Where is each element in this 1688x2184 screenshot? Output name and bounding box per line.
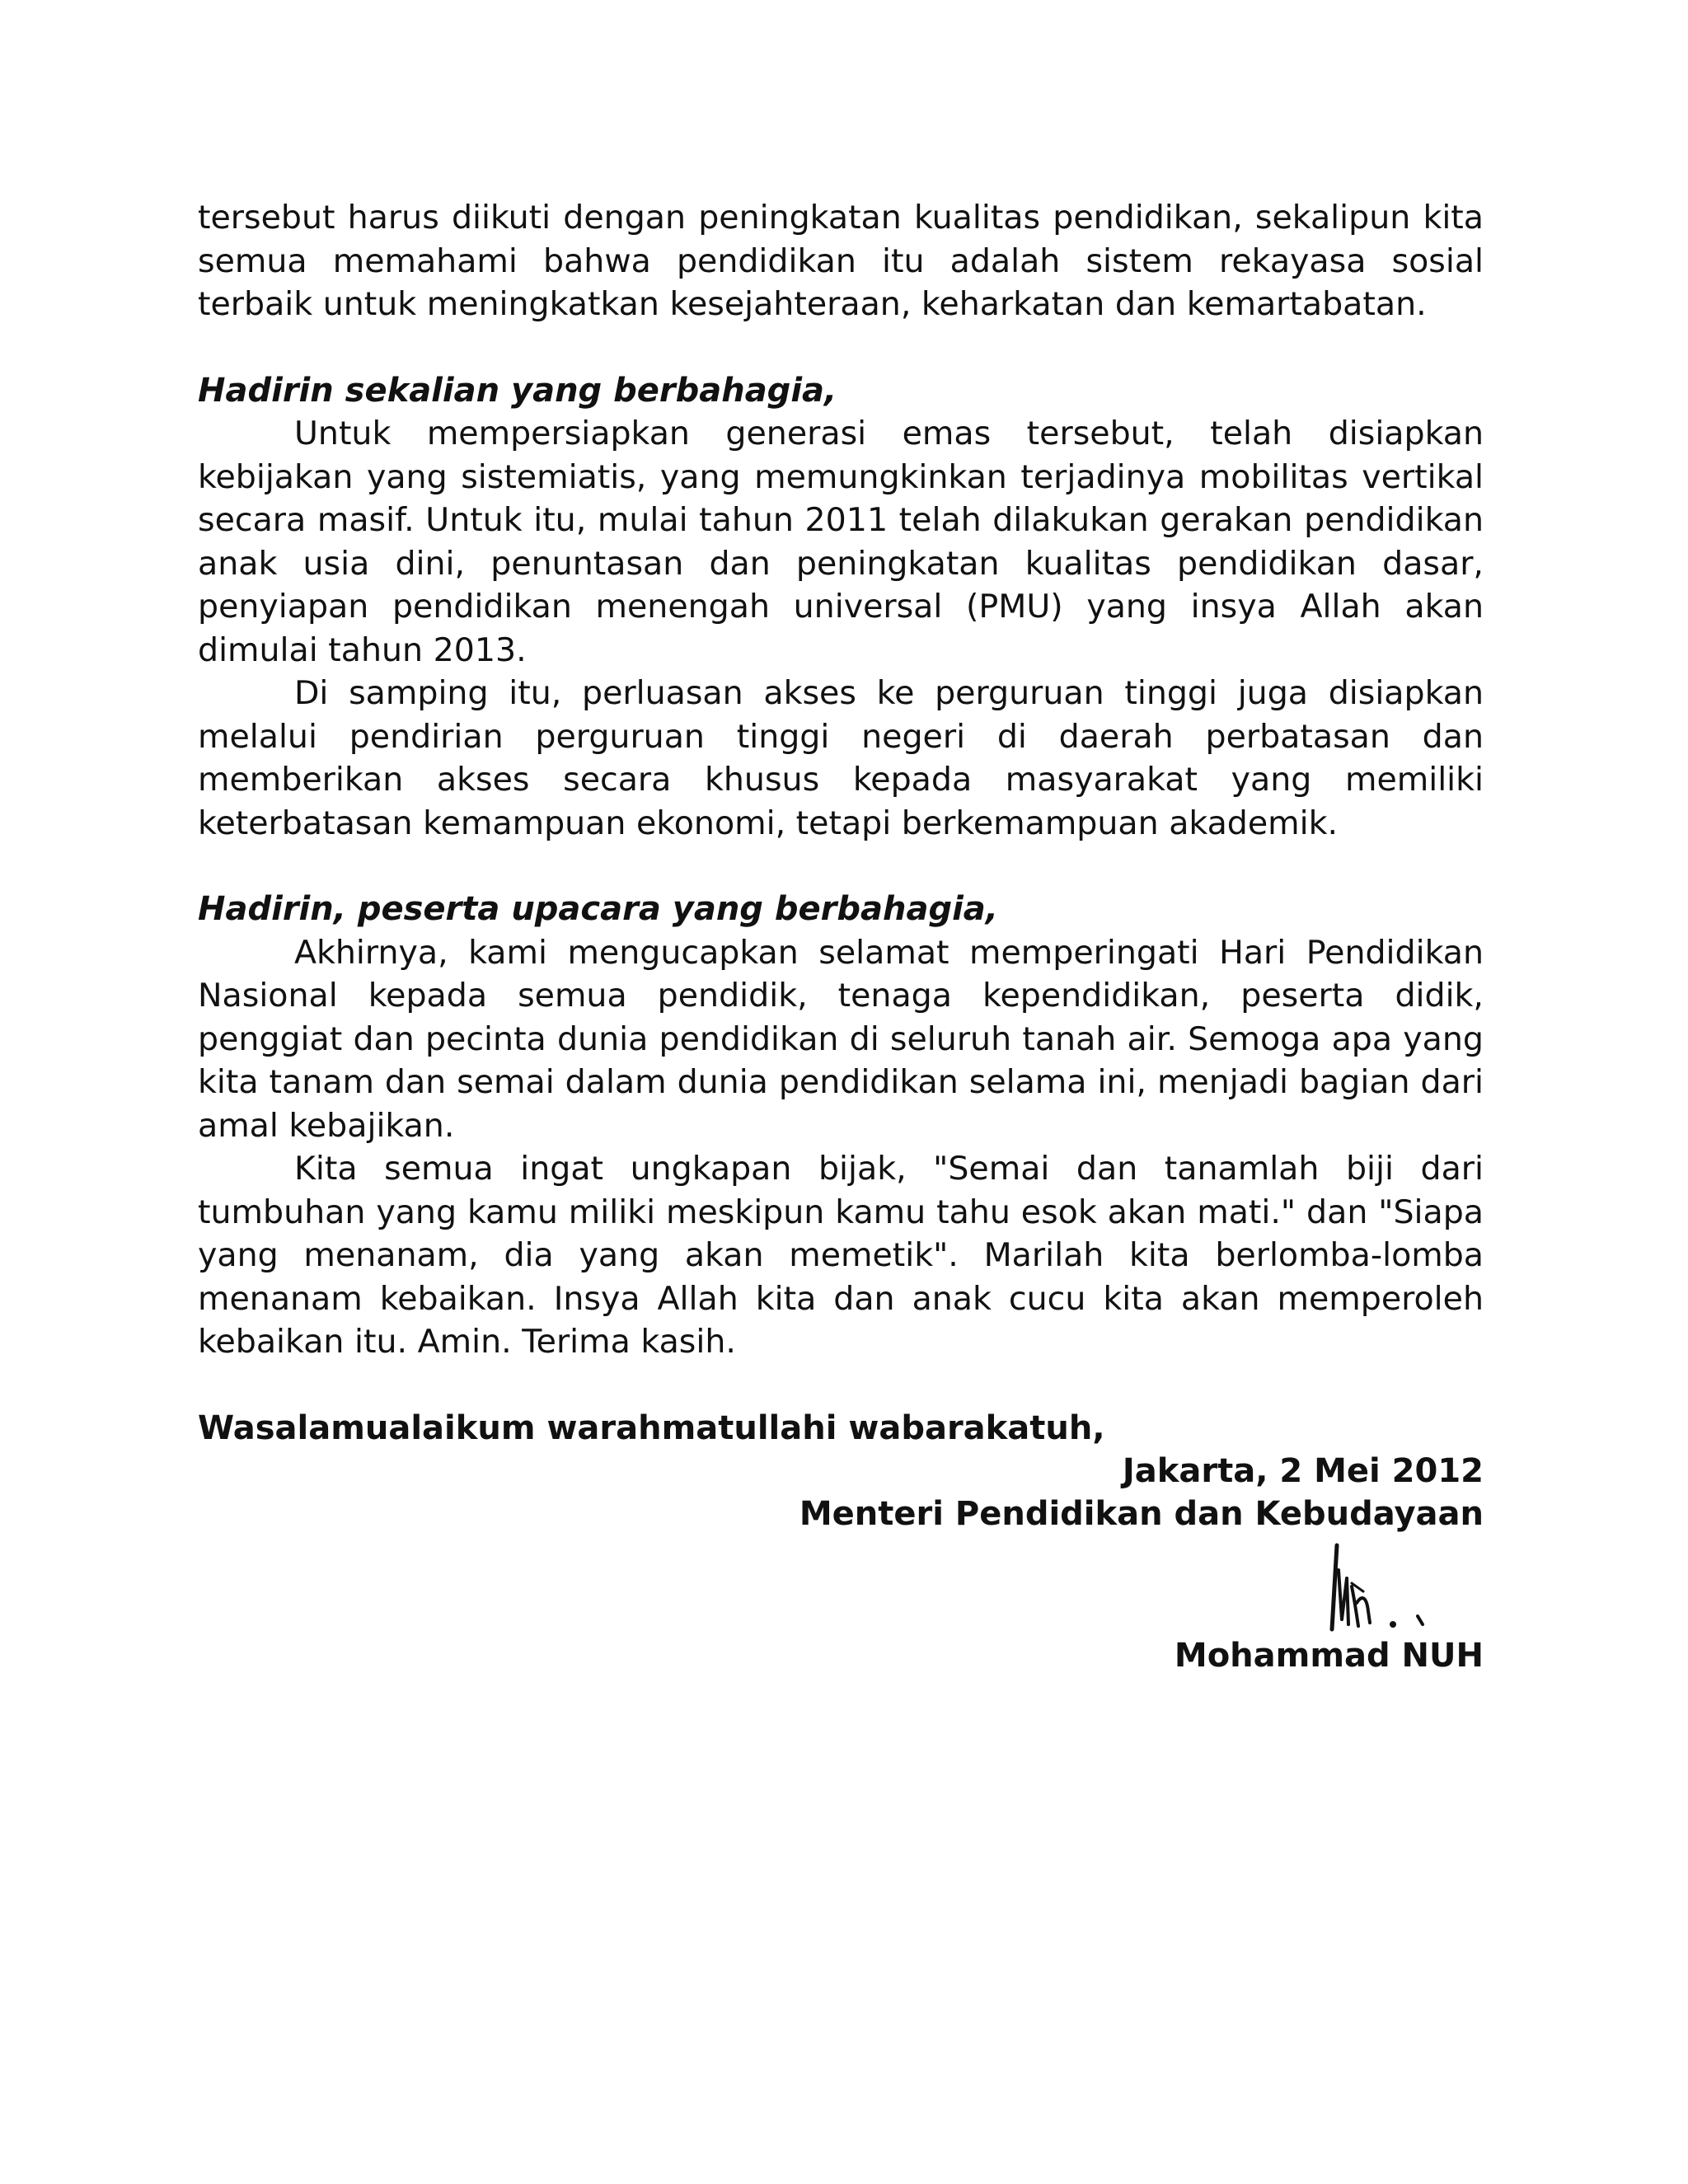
handwritten-signature (1327, 1537, 1434, 1636)
spacer (198, 1364, 1484, 1407)
section1-paragraph-1: Untuk mempersiapkan generasi emas tersebut, telah disiapkan kebijakan yang sistemiatis, yang memungkinkan terjadinya mobilitas vertikal secara masif. Untuk itu, mulai tahun 2011 telah dilakukan gerakan pendidikan anak usia dini, penuntasan dan peningkatan kualitas pendidikan dasar, penyiapan pendidikan menengah universal (PMU) yang insya Allah akan dimulai tahun 2013. (198, 415, 1484, 669)
closing-greeting: Wasalamualaikum warahmatullahi wabarakatuh, (198, 1408, 1105, 1447)
opening-paragraph: tersebut harus diikuti dengan peningkatan kualitas pendidikan, sekalipun kita semua memahami bahwa pendidikan itu adalah sistem rekayasa sosial terbaik untuk meningkatkan kesejahteraan, keharkatan dan kemartabatan. (198, 199, 1484, 323)
section-heading-1: Hadirin sekalian yang berbahagia, (198, 371, 837, 410)
spacer (198, 326, 1484, 369)
section2-paragraph-1: Akhirnya, kami mengucapkan selamat memperingati Hari Pendidikan Nasional kepada semua pendidik, tenaga kependidikan, peserta didik, penggiat dan pecinta dunia pendidikan di seluruh tanah air. Semoga apa yang kita tanam dan semai dalam dunia pendidikan selama ini, menjadi bagian dari amal kebajikan. (198, 933, 1484, 1145)
signature-area (198, 1535, 1484, 1634)
signatory-position: Menteri Pendidikan dan Kebudayaan (799, 1494, 1484, 1533)
section2-paragraph-2: Kita semua ingat ungkapan bijak, "Semai dan tanamlah biji dari tumbuhan yang kamu miliki meskipun kamu tahu esok akan mati." dan "Siapa yang menanam, dia yang akan memetik". Marilah kita berlomba-lomba menanam kebaikan. Insya Allah kita dan anak cucu kita akan memperoleh kebaikan itu. Amin. Terima kasih. (198, 1150, 1484, 1361)
document-page (198, 196, 1484, 1677)
signature-block (198, 1450, 1484, 1677)
signatory-name: Mohammad NUH (1174, 1636, 1484, 1675)
section1-paragraph-2: Di samping itu, perluasan akses ke perguruan tinggi juga disiapkan melalui pendirian perguruan tinggi negeri di daerah perbatasan dan memberikan akses secara khusus kepada masyarakat yang memiliki keterbatasan kemampuan ekonomi, tetapi berkemampuan akademik. (198, 674, 1484, 842)
section-heading-2: Hadirin, peserta upacara yang berbahagia, (198, 890, 998, 928)
spacer (198, 845, 1484, 888)
place-date: Jakarta, 2 Mei 2012 (1122, 1451, 1484, 1490)
